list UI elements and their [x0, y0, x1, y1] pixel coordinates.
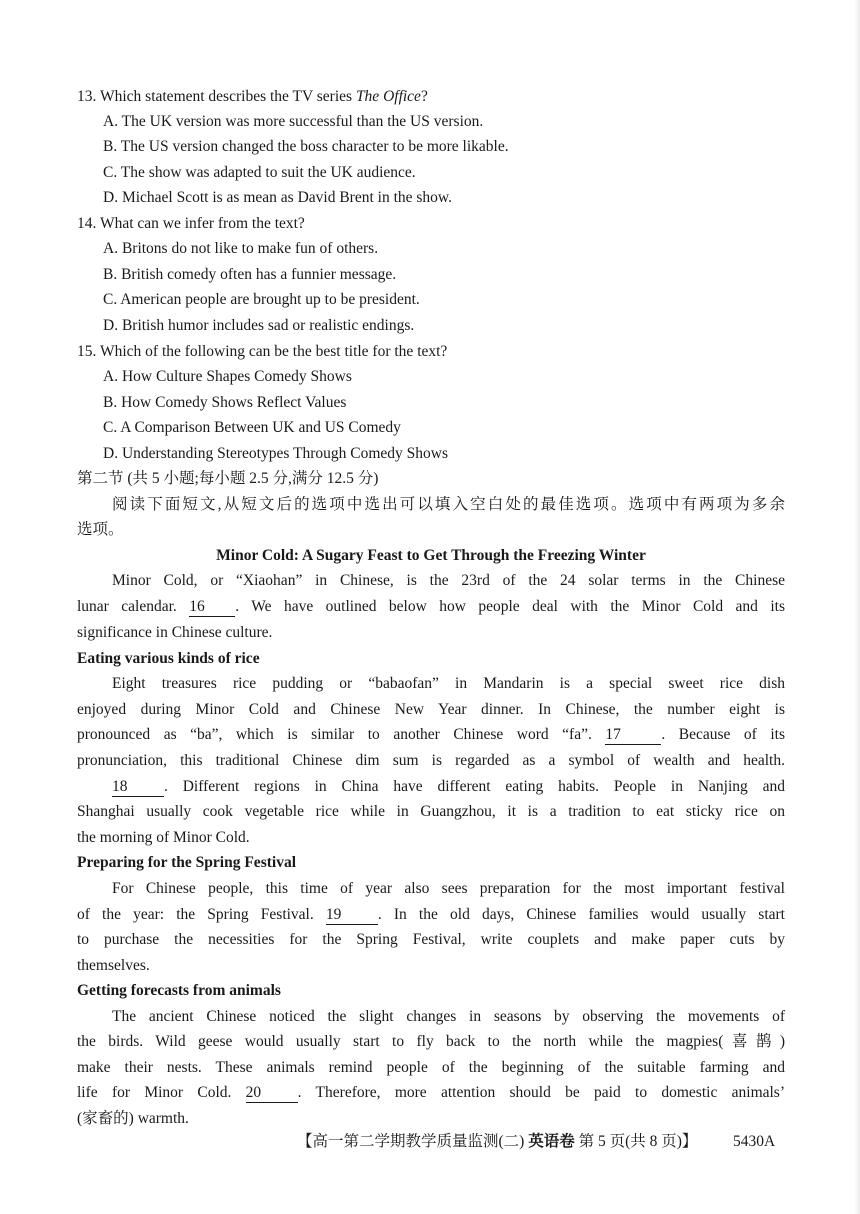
festival-line2-text: of the year: the Spring Festival. [77, 906, 326, 923]
q14-stem: 14. What can we infer from the text? [77, 215, 305, 232]
festival-heading: Preparing for the Spring Festival [77, 854, 296, 871]
q15-option-c: C. A Comparison Between UK and US Comedy [103, 419, 401, 436]
blank-16[interactable]: 16 [189, 598, 235, 617]
rice-line2: enjoyed during Minor Cold and Chinese New Year dinner. In Chinese, the number eight is [77, 701, 785, 718]
q15-option-d: D. Understanding Stereotypes Through Comedy Shows [103, 445, 448, 462]
festival-line1: For Chinese people, this time of year also sees preparation for the most important festival [112, 880, 785, 897]
passage-title: Minor Cold: A Sugary Feast to Get Through the Freezing Winter [216, 547, 646, 564]
q13-stem-text: 13. Which statement describes the TV series [77, 88, 356, 105]
intro-line2-text: lunar calendar. [77, 598, 190, 615]
q13-stem-italic-title: The Office [355, 88, 421, 105]
blank-17[interactable]: 17 [605, 726, 661, 745]
q13-stem [77, 85, 785, 109]
animals-line2: the birds. Wild geese would usually start to fly back to the north while the magpies(喜鹊) [77, 1033, 785, 1050]
animals-heading: Getting forecasts from animals [77, 982, 281, 999]
blank-20[interactable]: 20 [246, 1084, 298, 1103]
footer-info [297, 1129, 697, 1155]
q14-option-b: B. British comedy often has a funnier message. [103, 266, 397, 283]
rice-line1: Eight treasures rice pudding or “babaofan” in Mandarin is a special sweet rice dish [112, 675, 785, 692]
page-footer [0, 1129, 860, 1155]
festival-line2 [77, 903, 785, 927]
q14-option-d: D. British humor includes sad or realistic endings. [103, 317, 415, 334]
intro-line2-rest: . We have outlined below how people deal with the Minor Cold and its [235, 598, 785, 615]
rice-heading: Eating various kinds of rice [77, 650, 260, 667]
q15-stem: 15. Which of the following can be the best title for the text? [77, 343, 448, 360]
footer-paper-code: 5430A [733, 1133, 776, 1150]
intro-line2 [77, 595, 785, 619]
blank-18[interactable]: 18 [112, 778, 164, 797]
q14-option-a: A. Britons do not like to make fun of others. [103, 240, 379, 257]
animals-line5: (家畜的) warmth. [77, 1110, 189, 1127]
animals-line4-rest: . Therefore, more attention should be paid to domestic animals’ [297, 1084, 785, 1101]
section2-instruction-line2: 选项。 [77, 521, 124, 538]
q15-option-a: A. How Culture Shapes Comedy Shows [103, 368, 352, 385]
rice-line4: pronunciation, this traditional Chinese dim sum is regarded as a symbol of wealth and health. [77, 752, 785, 769]
animals-line1: The ancient Chinese noticed the slight changes in seasons by observing the movements of [112, 1008, 785, 1025]
section2-heading: 第二节 (共 5 小题;每小题 2.5 分,满分 12.5 分) [77, 470, 379, 487]
footer-subject: 英语卷 [528, 1133, 575, 1150]
animals-line3: make their nests. These animals remind people of the beginning of the suitable farming and [77, 1059, 785, 1076]
festival-line3: to purchase the necessities for the Spring Festival, write couplets and make paper cuts by [77, 931, 785, 948]
animals-line4-text: life for Minor Cold. [77, 1084, 246, 1101]
rice-line3 [77, 723, 785, 747]
festival-line2-rest: . In the old days, Chinese families would usually start [377, 906, 785, 923]
footer-exam-title: 【高一第二学期教学质量监测(二) [297, 1133, 529, 1150]
rice-line5 [112, 775, 785, 799]
animals-line4 [77, 1081, 785, 1105]
q13-option-b: B. The US version changed the boss character to be more likable. [103, 138, 509, 155]
intro-line3: significance in Chinese culture. [77, 624, 273, 641]
section2-instruction-line1: 阅读下面短文,从短文后的选项中选出可以填入空白处的最佳选项。选项中有两项为多余 [112, 496, 785, 513]
rice-line3-text: pronounced as “ba”, which is similar to another Chinese word “fa”. [77, 726, 606, 743]
page-edge-shadow [854, 0, 860, 1214]
q13-stem-mark: ? [420, 88, 428, 105]
q13-option-d: D. Michael Scott is as mean as David Brent in the show. [103, 189, 452, 206]
q13-option-a: A. The UK version was more successful than the US version. [103, 113, 484, 130]
festival-line4: themselves. [77, 957, 150, 974]
rice-line5-rest: . Different regions in China have different eating habits. People in Nanjing and [164, 778, 785, 795]
blank-19[interactable]: 19 [326, 906, 378, 925]
rice-line3-rest: . Because of its [661, 726, 785, 743]
q15-option-b: B. How Comedy Shows Reflect Values [103, 394, 347, 411]
q13-option-c: C. The show was adapted to suit the UK audience. [103, 164, 416, 181]
rice-line7: the morning of Minor Cold. [77, 829, 250, 846]
q14-option-c: C. American people are brought up to be president. [103, 291, 420, 308]
rice-line6: Shanghai usually cook vegetable rice while in Guangzhou, it is a tradition to eat sticky rice on [77, 803, 785, 820]
footer-page-number: 第 5 页(共 8 页)】 [574, 1133, 698, 1150]
intro-line1: Minor Cold, or “Xiaohan” in Chinese, is the 23rd of the 24 solar terms in the Chinese [112, 572, 785, 589]
